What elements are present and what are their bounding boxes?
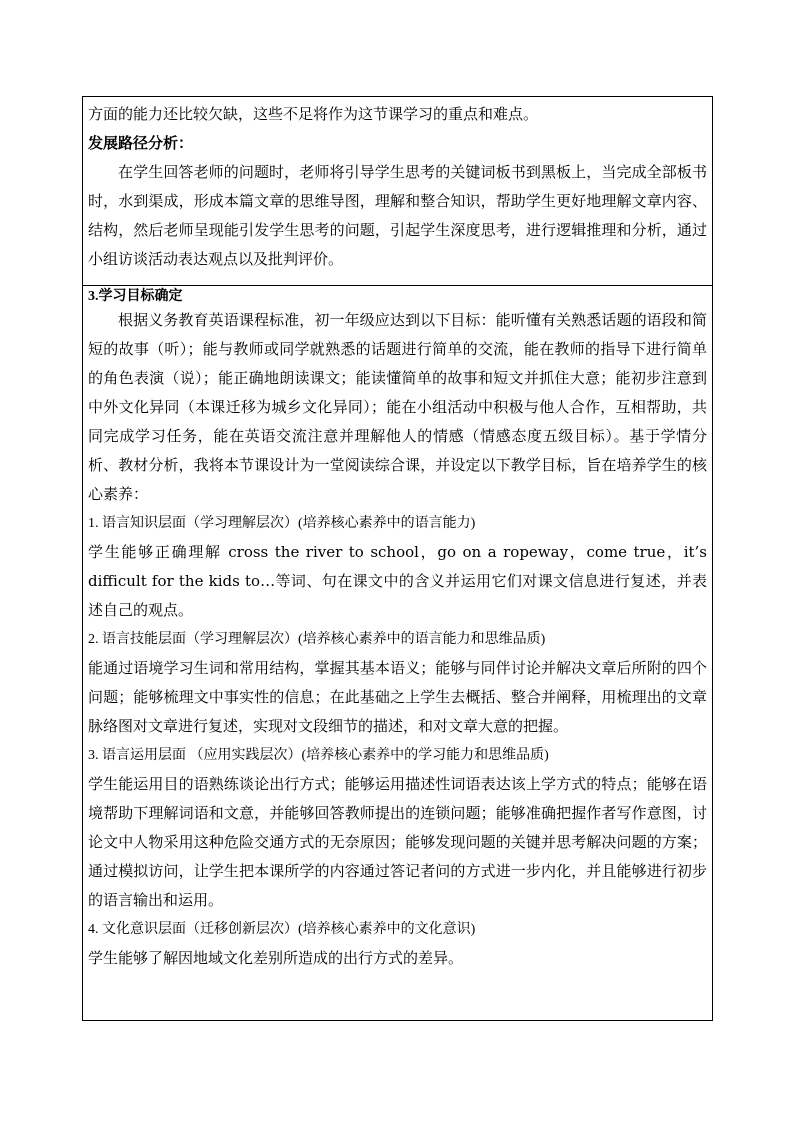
continued-text: 方面的能力还比较欠缺，这些不足将作为这节课学习的重点和难点。 bbox=[88, 105, 539, 123]
learning-goals-heading: 3.学习目标确定 bbox=[88, 289, 183, 304]
development-path-heading: 发展路径分析： bbox=[88, 134, 194, 152]
learning-goals-intro: 根据义务教育英语课程标准，初一年级应达到以下目标：能听懂有关熟悉话题的语段和简短的故事（听）；能与教师或同学就熟悉的话题进行简单的交流，能在教师的指导下进行简单的角色表演（说）；能正确地朗读课文；能读懂简单的故事和短文并抓住大意；能初步注意到中外文化异同（本课迁移为城乡文化异同）；能在小组活动中积极与他人合作，互相帮助，共同完成学习任务，能在英语交流注意并理解他人的情感（情感态度五级目标）。基于学情分析、教材分析，我将本节课设计为一堂阅读综合课，并设定以下教学目标，旨在培养学生的核心素养： bbox=[88, 311, 707, 503]
development-cell bbox=[83, 97, 713, 286]
table-row bbox=[83, 97, 713, 286]
goal-title: 4. 文化意识层面（迁移创新层次）(培养核心素养中的文化意识) bbox=[88, 922, 476, 937]
goal-title: 2. 语言技能层面（学习理解层次）(培养核心素养中的语言能力和思维品质) bbox=[88, 632, 546, 647]
goal-text: 学生能运用目的语熟练谈论出行方式；能够运用描述性词语表达该上学方式的特点；能够在语境帮助下理解词语和文意，并能够回答教师提出的连锁问题；能够准确把握作者写作意图，讨论文中人物采用这种危险交通方式的无奈原因；能够发现问题的关键并思考解决问题的方案；通过模拟访问，让学生把本课所学的内容通过答记者问的方式进一步内化，并且能够进行初步的语言输出和运用。 bbox=[88, 775, 707, 909]
goal-text: 学生能够正确理解 cross the river to school，go on a ropeway，come true，it’s difficult for the kids to…等词、句在课文中的含义并运用它们对课文信息进行复述，并表述自己的观点。 bbox=[88, 543, 707, 619]
learning-goals-cell bbox=[83, 286, 713, 1021]
development-path-text: 在学生回答老师的问题时，老师将引导学生思考的关键词板书到黑板上，当完成全部板书时，水到渠成，形成本篇文章的思维导图，理解和整合知识，帮助学生更好地理解文章内容、结构，然后老师呈现能引发学生思考的问题，引起学生深度思考，进行逻辑推理和分析，通过小组访谈活动表达观点以及批判评价。 bbox=[88, 163, 707, 268]
goal-text: 能通过语境学习生词和常用结构，掌握其基本语义；能够与同伴讨论并解决文章后所附的四个问题；能够梳理文中事实性的信息；在此基础之上学生去概括、整合并阐释，用梳理出的文章脉络图对文章进行复述，实现对文段细节的描述，和对文章大意的把握。 bbox=[88, 659, 707, 735]
table-row bbox=[83, 286, 713, 1021]
goal-text: 学生能够了解因地域文化差别所造成的出行方式的差异。 bbox=[88, 949, 464, 967]
lesson-plan-table bbox=[82, 96, 713, 1021]
goal-title: 3. 语言运用层面 （应用实践层次）(培养核心素养中的学习能力和思维品质) bbox=[88, 748, 549, 763]
goal-title: 1. 语言知识层面（学习理解层次）(培养核心素养中的语言能力) bbox=[88, 516, 476, 531]
